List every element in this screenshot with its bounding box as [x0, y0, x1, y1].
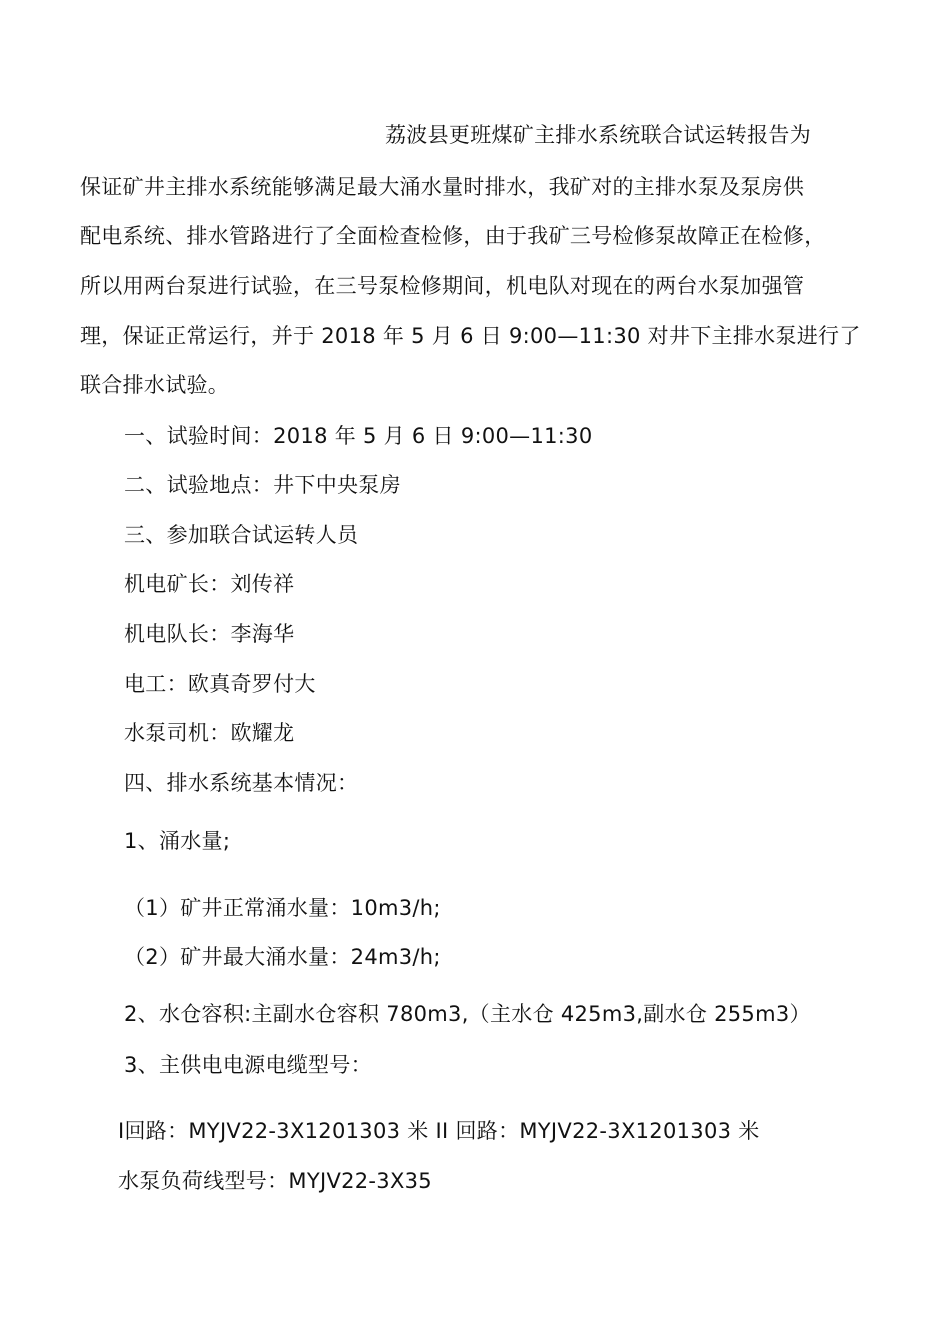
test-time: 一、试验时间：2018 年 5 月 6 日 9:00—11:30: [124, 424, 593, 448]
intro-line-4: 理，保证正常运行，并于 2018 年 5 月 6 日 9:00—11:30 对井下主排水泵进行了: [80, 324, 861, 348]
water-inflow-heading: 1、涌水量;: [124, 829, 231, 853]
participant-electrician: 电工：欧真奇罗付大: [124, 672, 316, 696]
max-water-inflow: （2）矿井最大涌水量：24m3/h;: [124, 945, 441, 969]
circuit-cable-models: Ⅰ回路：MYJV22-3X1201303 米 II 回路：MYJV22-3X1201303 米: [118, 1119, 760, 1143]
normal-water-inflow: （1）矿井正常涌水量：10m3/h;: [124, 896, 441, 920]
intro-line-3: 所以用两台泵进行试验，在三号泵检修期间，机电队对现在的两台水泵加强管: [80, 274, 805, 298]
participant-electrical-mine-director: 机电矿长：刘传祥: [124, 572, 295, 596]
power-cable-heading: 3、主供电电源电缆型号：: [124, 1053, 372, 1077]
participant-pump-operator: 水泵司机：欧耀龙: [124, 721, 295, 745]
intro-line-1: 保证矿井主排水系统能够满足最大涌水量时排水，我矿对的主排水泵及泵房供: [80, 175, 805, 199]
participants-heading: 三、参加联合试运转人员: [124, 523, 359, 547]
pump-load-cable-model: 水泵负荷线型号：MYJV22-3X35: [118, 1169, 432, 1193]
intro-line-5: 联合排水试验。: [80, 373, 230, 397]
sump-capacity: 2、水仓容积:主副水仓容积 780m3,（主水仓 425m3,副水仓 255m3）: [124, 1002, 811, 1026]
participant-electrical-team-leader: 机电队长：李海华: [124, 622, 295, 646]
intro-line-2: 配电系统、排水管路进行了全面检查检修，由于我矿三号检修泵故障正在检修，: [80, 224, 826, 248]
report-title-line: 荔波县更班煤矿主排水系统联合试运转报告为: [385, 123, 811, 147]
test-location: 二、试验地点：井下中央泵房: [124, 473, 401, 497]
drainage-system-heading: 四、排水系统基本情况：: [124, 771, 359, 795]
